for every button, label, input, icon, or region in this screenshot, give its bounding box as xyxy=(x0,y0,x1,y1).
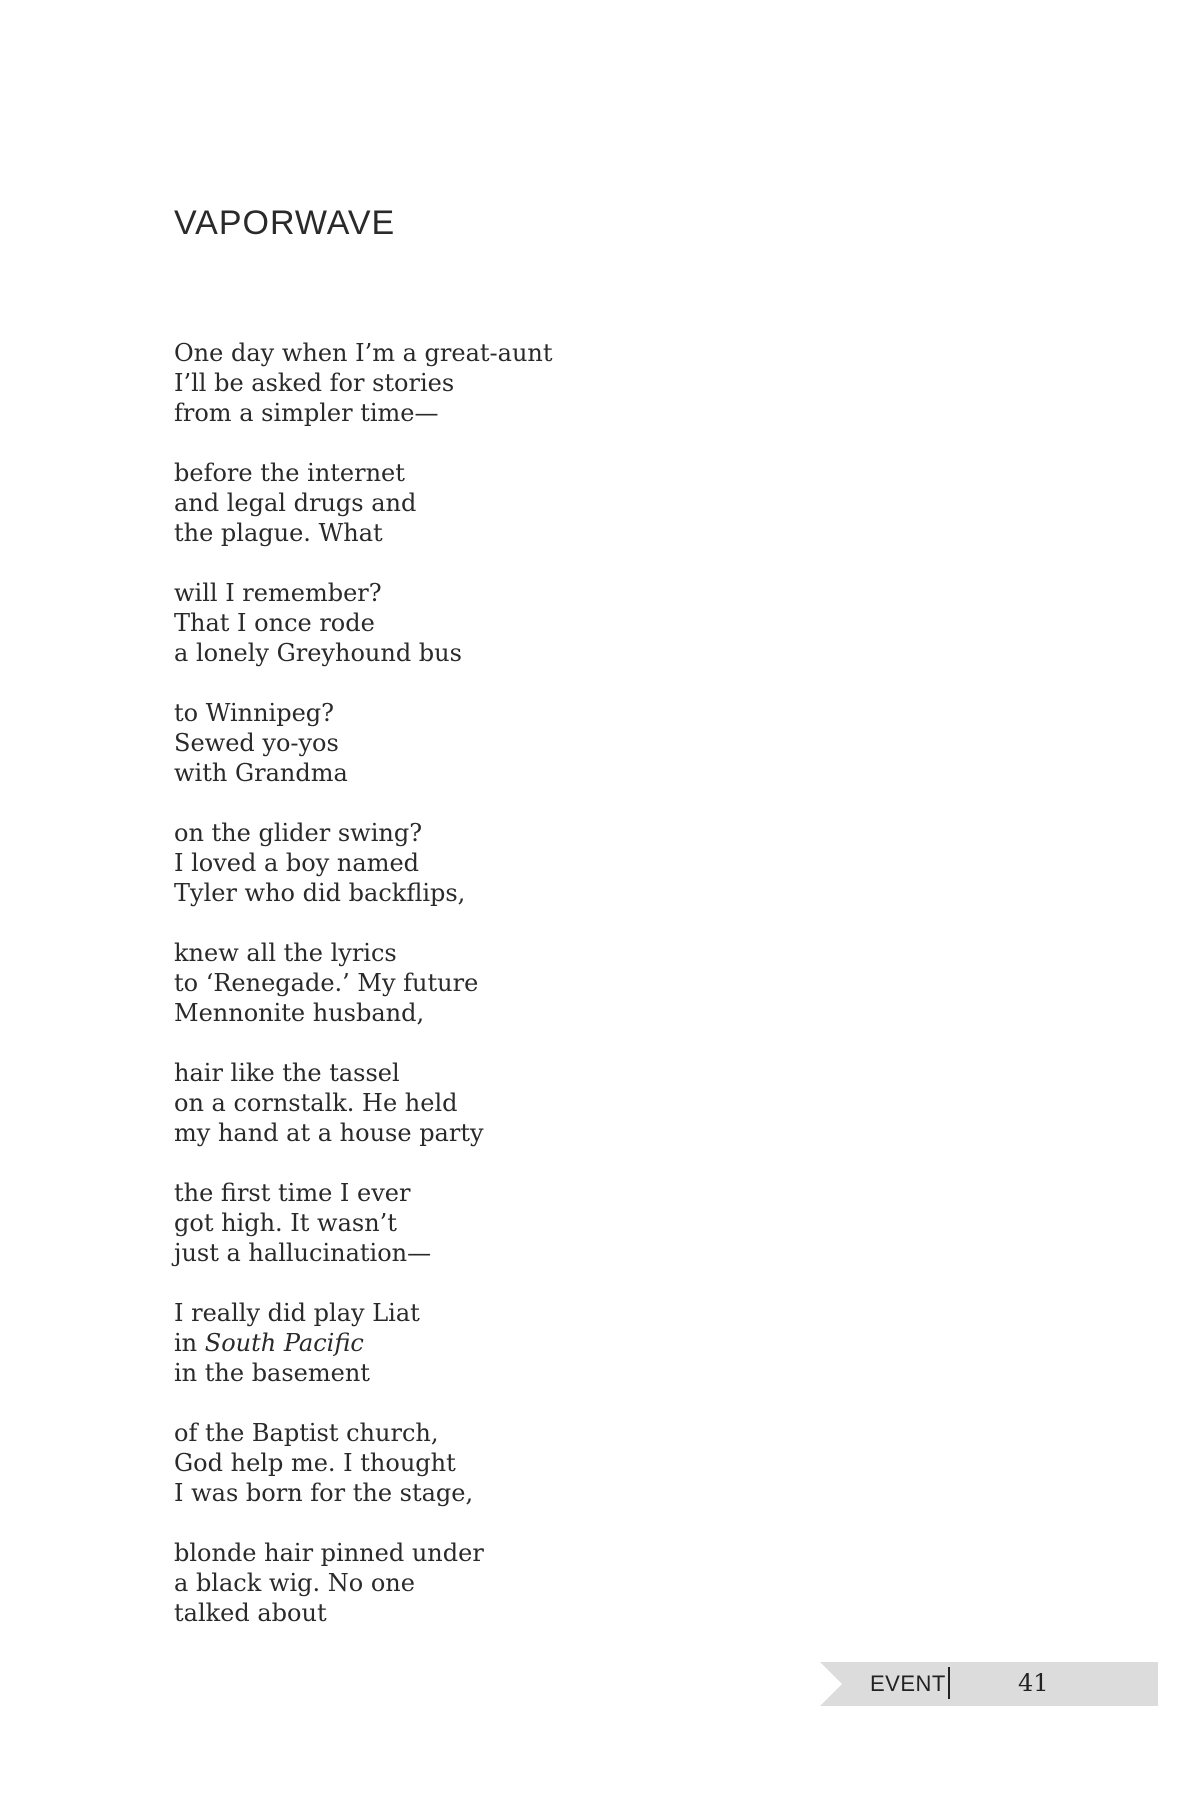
poem-line: hair like the tassel xyxy=(174,1059,400,1087)
poem-line: I really did play Liat xyxy=(174,1299,420,1327)
poem-body xyxy=(174,338,874,1658)
poem-line: I loved a boy named xyxy=(174,849,420,877)
poem-line: a lonely Greyhound bus xyxy=(174,639,462,667)
poem-line: Mennonite husband, xyxy=(174,999,425,1027)
poem-line: I was born for the stage, xyxy=(174,1479,474,1507)
stanza xyxy=(174,1298,874,1388)
poem-line: God help me. I thought xyxy=(174,1449,456,1477)
poem-title: VAPORWAVE xyxy=(174,204,396,242)
poem-line: One day when I’m a great-aunt xyxy=(174,339,553,367)
poem-line: will I remember? xyxy=(174,579,382,607)
poem-line: with Grandma xyxy=(174,759,348,787)
poem-line: on the glider swing? xyxy=(174,819,423,847)
stanza xyxy=(174,338,874,428)
poem-line: knew all the lyrics xyxy=(174,939,397,967)
poem-line: Sewed yo-yos xyxy=(174,729,339,757)
journal-name: EVENT xyxy=(870,1671,946,1696)
poem-line: blonde hair pinned under xyxy=(174,1539,484,1567)
stanza xyxy=(174,1538,874,1628)
poem-line: the plague. What xyxy=(174,519,383,547)
stanza xyxy=(174,1058,874,1148)
stanza xyxy=(174,458,874,548)
page-number: 41 xyxy=(1018,1669,1049,1697)
footer-divider xyxy=(948,1667,950,1699)
stanza xyxy=(174,938,874,1028)
poem-line: in the basement xyxy=(174,1359,370,1387)
poem-line: to Winnipeg? xyxy=(174,699,335,727)
poem-line: of the Baptist church, xyxy=(174,1419,439,1447)
poem-line: on a cornstalk. He held xyxy=(174,1089,458,1117)
poem-line xyxy=(174,1328,874,1358)
stanza xyxy=(174,578,874,668)
stanza xyxy=(174,1418,874,1508)
poem-line: just a hallucination— xyxy=(174,1239,432,1267)
poem-line-text: in xyxy=(174,1329,205,1357)
poem-line: Tyler who did backflips, xyxy=(174,879,466,907)
poem-line: talked about xyxy=(174,1599,327,1627)
poem-line: and legal drugs and xyxy=(174,489,417,517)
stanza xyxy=(174,818,874,908)
poem-line: from a simpler time— xyxy=(174,399,439,427)
italic-title: South Pacific xyxy=(204,1329,364,1357)
poem-line: I’ll be asked for stories xyxy=(174,369,455,397)
stanza xyxy=(174,698,874,788)
poem-line: the first time I ever xyxy=(174,1179,411,1207)
poem-line: That I once rode xyxy=(174,609,375,637)
poem-line: a black wig. No one xyxy=(174,1569,415,1597)
stanza xyxy=(174,1178,874,1268)
poem-line: before the internet xyxy=(174,459,405,487)
poem-line: my hand at a house party xyxy=(174,1119,484,1147)
poem-line: got high. It wasn’t xyxy=(174,1209,397,1237)
poem-line: to ‘Renegade.’ My future xyxy=(174,969,479,997)
